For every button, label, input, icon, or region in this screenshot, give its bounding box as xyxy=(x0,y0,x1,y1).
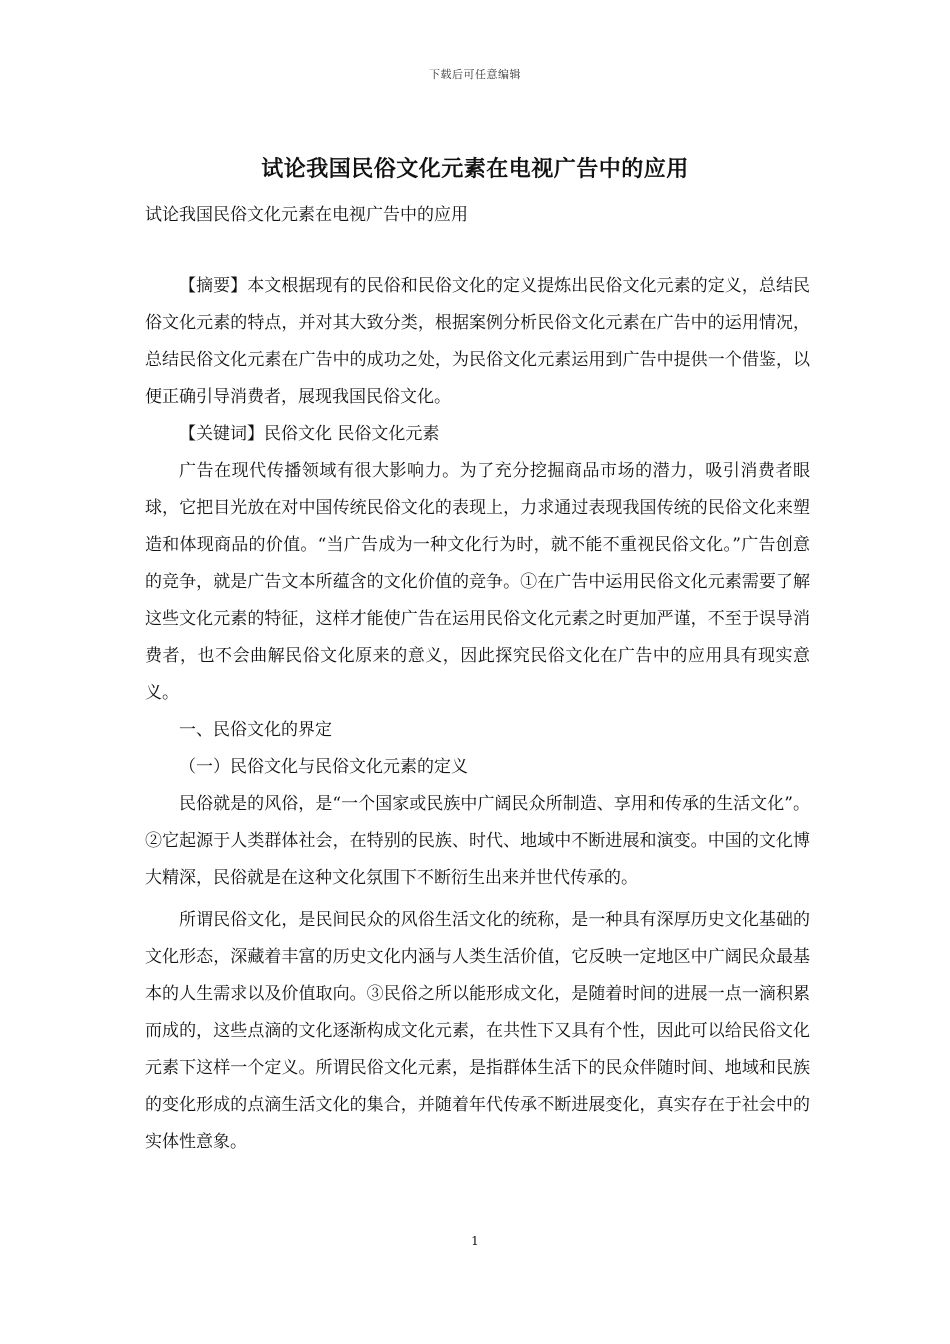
keywords-paragraph: 【关键词】民俗文化 民俗文化元素 xyxy=(179,424,440,444)
section-heading: 一、民俗文化的界定 xyxy=(179,720,332,740)
body-paragraph: 民俗就是的风俗，是“一个国家或民族中广阔民众所制造、享用和传承的生活文化”。②它起源于人类群体社会，在特别的民族、时代、地域中不断进展和演变。中国的文化博大精深，民俗就是在这种文化氛围下不断衍生出来并世代传承的。 xyxy=(145,794,810,888)
document-subtitle: 试论我国民俗文化元素在电视广告中的应用 xyxy=(145,205,468,225)
subsection-heading: （一）民俗文化与民俗文化元素的定义 xyxy=(179,757,468,777)
body-paragraph: 所谓民俗文化，是民间民众的风俗生活文化的统称，是一种具有深厚历史文化基础的文化形态，深藏着丰富的历史文化内涵与人类生活价值，它反映一定地区中广阔民众最基本的人生需求以及价值取向。③民俗之所以能形成文化，是随着时间的进展一点一滴积累而成的，这些点滴的文化逐渐构成文化元素，在共性下又具有个性，因此可以给民俗文化元素下这样一个定义。所谓民俗文化元素，是指群体生活下的民众伴随时间、地域和民族的变化形成的点滴生活文化的集合，并随着年代传承不断进展变化，真实存在于社会中的实体性意象。 xyxy=(145,910,810,1152)
page-number: 1 xyxy=(471,1234,479,1248)
body-paragraph: 广告在现代传播领域有很大影响力。为了充分挖掘商品市场的潜力，吸引消费者眼球，它把目光放在对中国传统民俗文化的表现上，力求通过表现我国传统的民俗文化来塑造和体现商品的价值。“当广告成为一种文化行为时，就不能不重视民俗文化。”广告创意的竞争，就是广告文本所蕴含的文化价值的竞争。①在广告中运用民俗文化元素需要了解这些文化元素的特征，这样才能使广告在运用民俗文化元素之时更加严谨，不至于误导消费者，也不会曲解民俗文化原来的意义，因此探究民俗文化在广告中的应用具有现实意义。 xyxy=(145,461,810,703)
header-note: 下载后可任意编辑 xyxy=(429,68,521,81)
document-title: 试论我国民俗文化元素在电视广告中的应用 xyxy=(261,156,689,182)
abstract-paragraph: 【摘要】本文根据现有的民俗和民俗文化的定义提炼出民俗文化元素的定义，总结民俗文化元素的特点，并对其大致分类，根据案例分析民俗文化元素在广告中的运用情况，总结民俗文化元素在广告中的成功之处，为民俗文化元素运用到广告中提供一个借鉴，以便正确引导消费者，展现我国民俗文化。 xyxy=(145,276,810,407)
document-body xyxy=(145,268,810,1161)
